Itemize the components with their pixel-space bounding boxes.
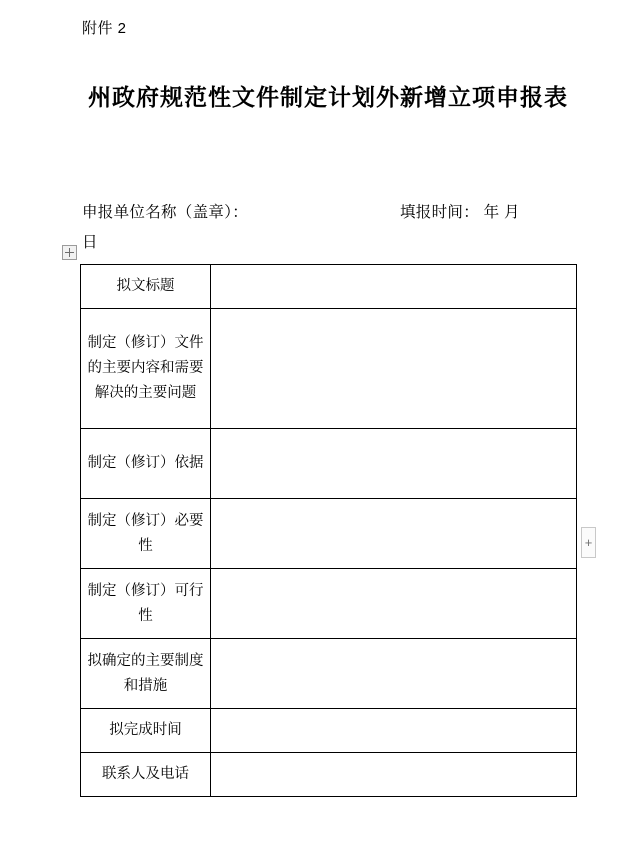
row-value[interactable] xyxy=(211,569,577,639)
table-row xyxy=(81,753,577,797)
row-value[interactable] xyxy=(211,265,577,309)
row-label: 制定（修订）可行性 xyxy=(81,569,211,639)
row-label: 制定（修订）依据 xyxy=(81,429,211,499)
row-label: 拟确定的主要制度和措施 xyxy=(81,639,211,709)
row-value[interactable] xyxy=(211,709,577,753)
fill-date-label: 填报时间： 年 月 xyxy=(400,204,520,221)
row-value[interactable] xyxy=(211,753,577,797)
row-value[interactable] xyxy=(211,309,577,429)
table-row xyxy=(81,639,577,709)
attachment-label: 附件 2 xyxy=(82,20,127,37)
table-move-handle-icon[interactable] xyxy=(62,245,77,260)
table-row xyxy=(81,499,577,569)
row-label: 拟文标题 xyxy=(81,265,211,309)
row-label: 制定（修订）文件的主要内容和需要解决的主要问题 xyxy=(81,309,211,429)
applicant-name-label: 申报单位名称（盖章）： xyxy=(82,204,249,221)
row-label: 联系人及电话 xyxy=(81,753,211,797)
row-label: 制定（修订）必要性 xyxy=(81,499,211,569)
application-form-table xyxy=(80,264,577,797)
row-label: 拟完成时间 xyxy=(81,709,211,753)
page-title: 州政府规范性文件制定计划外新增立项申报表 xyxy=(88,84,568,110)
row-value[interactable] xyxy=(211,499,577,569)
row-value[interactable] xyxy=(211,429,577,499)
table-row xyxy=(81,265,577,309)
row-value[interactable] xyxy=(211,639,577,709)
table-row xyxy=(81,429,577,499)
table-row xyxy=(81,309,577,429)
fill-date-second-line: 日 xyxy=(82,234,98,251)
add-column-handle-icon[interactable]: + xyxy=(581,527,596,558)
table-row xyxy=(81,569,577,639)
table-row xyxy=(81,709,577,753)
